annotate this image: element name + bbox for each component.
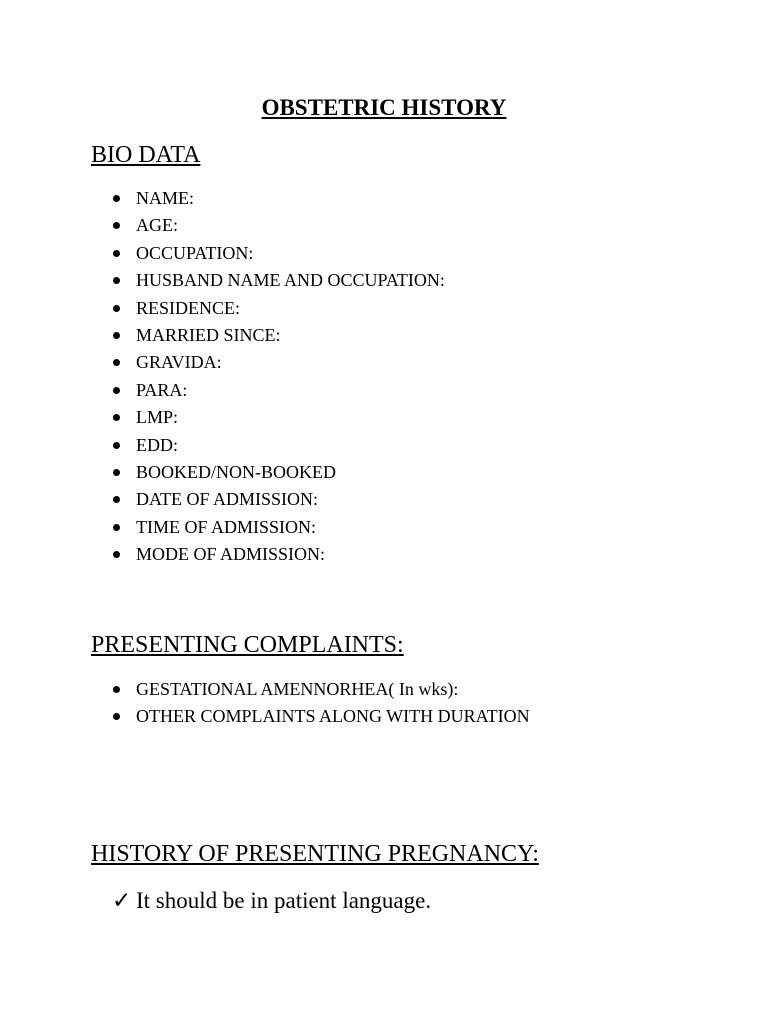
list-item — [0, 459, 445, 486]
list-item — [0, 267, 445, 294]
list-item — [0, 212, 445, 239]
list-item-label: HUSBAND NAME AND OCCUPATION: — [136, 270, 445, 291]
bullet-icon — [113, 686, 120, 693]
bullet-icon — [113, 332, 120, 339]
list-item — [0, 486, 445, 513]
list-item — [0, 295, 445, 322]
list-item-label: BOOKED/NON-BOOKED — [136, 461, 336, 482]
list-item — [0, 404, 445, 431]
pregnancy-note-text: It should be in patient language. — [136, 888, 432, 913]
biodata-heading: BIO DATA — [91, 142, 201, 168]
bullet-icon — [113, 469, 120, 476]
bullet-icon — [113, 250, 120, 257]
list-item — [0, 349, 445, 376]
list-item — [0, 185, 445, 212]
checkmark-icon: ✓ — [112, 888, 132, 913]
list-item — [0, 541, 445, 568]
list-item-label: RESIDENCE: — [136, 297, 241, 318]
list-item — [0, 322, 445, 349]
list-item-label: OCCUPATION: — [136, 242, 254, 263]
list-item — [0, 377, 445, 404]
bullet-icon — [113, 387, 120, 394]
bullet-icon — [113, 524, 120, 531]
list-item-label: AGE: — [136, 215, 178, 236]
bullet-icon — [113, 414, 120, 421]
list-item — [0, 514, 445, 541]
list-item-label: DATE OF ADMISSION: — [136, 489, 319, 510]
list-item-label: OTHER COMPLAINTS ALONG WITH DURATION — [136, 706, 530, 727]
biodata-list — [0, 185, 445, 568]
list-item-label: GRAVIDA: — [136, 352, 222, 373]
list-item-label: LMP: — [136, 407, 179, 428]
list-item — [0, 240, 445, 267]
bullet-icon — [113, 359, 120, 366]
bullet-icon — [113, 277, 120, 284]
list-item-label: TIME OF ADMISSION: — [136, 516, 317, 537]
pregnancy-note — [112, 886, 431, 916]
bullet-icon — [113, 713, 120, 720]
list-item-label: NAME: — [136, 188, 194, 208]
list-item-label: MODE OF ADMISSION: — [136, 544, 326, 565]
list-item-label: PARA: — [136, 379, 188, 400]
list-item — [0, 676, 530, 703]
bullet-icon — [113, 222, 120, 229]
bullet-icon — [113, 195, 120, 202]
bullet-icon — [113, 305, 120, 312]
list-item — [0, 703, 530, 730]
document-title: OBSTETRIC HISTORY — [261, 95, 507, 120]
bullet-icon — [113, 442, 120, 449]
pregnancy-heading: HISTORY OF PRESENTING PREGNANCY: — [91, 841, 539, 867]
complaints-list — [0, 676, 530, 731]
complaints-heading: PRESENTING COMPLAINTS: — [91, 632, 404, 658]
bullet-icon — [113, 551, 120, 558]
list-item-label: GESTATIONAL AMENNORHEA( In wks): — [136, 679, 459, 699]
list-item — [0, 432, 445, 459]
list-item-label: MARRIED SINCE: — [136, 324, 281, 345]
bullet-icon — [113, 496, 120, 503]
list-item-label: EDD: — [136, 434, 178, 455]
